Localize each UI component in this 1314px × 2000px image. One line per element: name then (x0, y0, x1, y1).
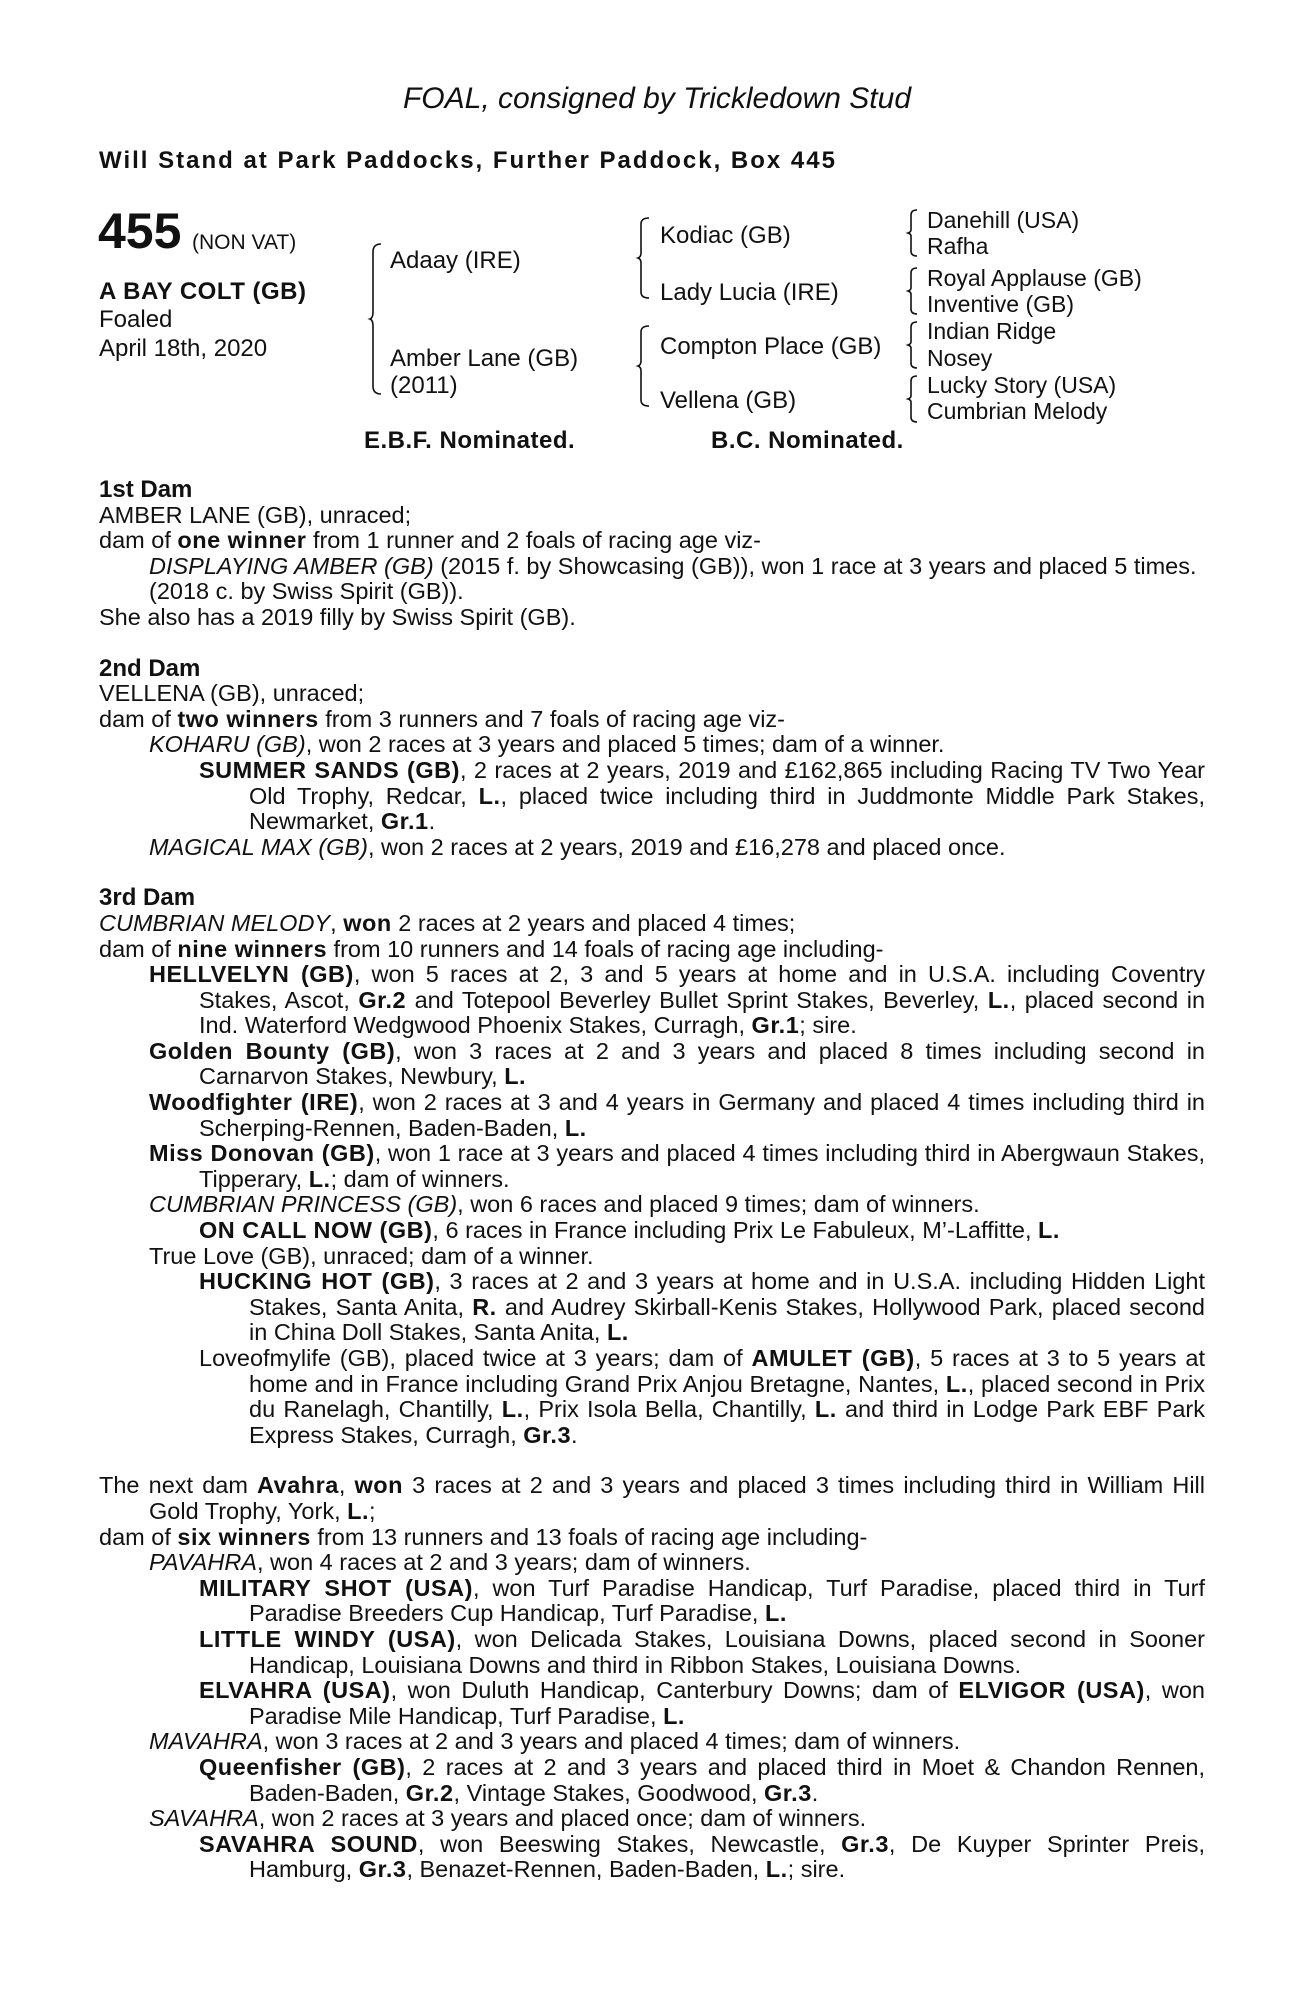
pedigree-ggp: Lucky Story (USA) (927, 372, 1117, 398)
second-dam-grand-progeny: SUMMER SANDS (GB), 2 races at 2 years, 2019 and £162,865 including Racing TV Two Year Old Trophy, Redcar, L., placed twice including third in Juddmonte Middle Park Stakes, Newmarket, Gr.1. (199, 756, 1205, 835)
pedigree-bracket-g1 (908, 210, 918, 256)
next-dam-grand-progeny: ELVAHRA (USA), won Duluth Handicap, Canterbury Downs; dam of ELVIGOR (USA), won Paradise Mile Handicap, Turf Paradise, L. (199, 1677, 1205, 1729)
pedigree-dam-year: (2011) (390, 372, 458, 399)
third-dam-progeny: Woodfighter (IRE), won 2 races at 3 and 4 years in Germany and placed 4 times including third in Scherping-Rennen, Baden-Baden, L. (149, 1089, 1205, 1141)
vat-status: (NON VAT) (192, 231, 297, 254)
lot-number: 455 (98, 203, 182, 259)
pedigree-sire-sire: Kodiac (GB) (660, 222, 791, 249)
next-dam-line: The next dam Avahra, won 3 races at 2 and 3 years and placed 3 times including third in William Hill Gold Trophy, York, L.; (99, 1472, 1205, 1524)
page-title: FOAL, consigned by Trickledown Stud (402, 82, 912, 115)
first-dam-line: AMBER LANE (GB), unraced; (99, 501, 412, 528)
pedigree-ggp: Inventive (GB) (927, 291, 1074, 317)
third-dam-produce-line: dam of nine winners from 10 runners and 14 foals of racing age including- (99, 935, 884, 962)
first-dam-progeny: DISPLAYING AMBER (GB) (2015 f. by Showcasing (GB)), won 1 race at 3 years and placed 5 times. (149, 552, 1197, 579)
pedigree-bracket-g3 (908, 322, 918, 368)
bc-nominated: B.C. Nominated. (711, 427, 904, 454)
third-dam-line: CUMBRIAN MELODY, won 2 races at 2 years and placed 4 times; (99, 909, 796, 936)
next-dam-grand-progeny: LITTLE WINDY (USA), won Delicada Stakes, Louisiana Downs, placed second in Sooner Handicap, Louisiana Downs and third in Ribbon Stakes, Louisiana Downs. (199, 1625, 1206, 1678)
pedigree-bracket-g2 (908, 268, 918, 314)
pedigree-sire-dam: Lady Lucia (IRE) (660, 279, 839, 306)
third-dam-grand-progeny: ON CALL NOW (GB), 6 races in France including Prix Le Fabuleux, M’-Laffitte, L. (199, 1217, 1060, 1244)
pedigree-dam-sire: Compton Place (GB) (660, 333, 882, 360)
next-dam-grand-progeny: SAVAHRA SOUND, won Beeswing Stakes, Newcastle, Gr.3, De Kuyper Sprinter Preis, Hamburg, Gr.3, Benazet-Rennen, Baden-Baden, L.; sire. (199, 1830, 1206, 1883)
pedigree-dam-dam: Vellena (GB) (660, 387, 797, 414)
second-dam-progeny: KOHARU (GB), won 2 races at 3 years and placed 5 times; dam of a winner. (149, 731, 945, 758)
ebf-nominated: E.B.F. Nominated. (364, 427, 576, 454)
third-dam-progeny: Golden Bounty (GB), won 3 races at 2 and 3 years and placed 8 times including second in Carnarvon Stakes, Newbury, L. (149, 1037, 1205, 1090)
third-dam-heading: 3rd Dam (99, 884, 196, 912)
next-dam-progeny: SAVAHRA, won 2 races at 3 years and placed once; dam of winners. (149, 1805, 867, 1832)
third-dam-progeny: Miss Donovan (GB), won 1 race at 3 years and placed 4 times including third in Abergwaun Stakes, Tipperary, L.; dam of winners. (149, 1140, 1205, 1192)
pedigree-sire: Adaay (IRE) (390, 247, 521, 274)
lot-description: A BAY COLT (GB) (99, 278, 307, 305)
second-dam-line: VELLENA (GB), unraced; (99, 680, 365, 707)
pedigree-bracket-sire-dam (370, 244, 382, 394)
second-dam-produce-line: dam of two winners from 3 runners and 7 foals of racing age viz- (99, 705, 785, 732)
pedigree-ggp: Nosey (927, 345, 993, 371)
third-dam-progeny: HELLVELYN (GB), won 5 races at 2, 3 and 5 years at home and in U.S.A. including Coventry Stakes, Ascot, Gr.2 and Totepool Beverley Bullet Sprint Stakes, Beverley, L., placed second in Ind. Waterford Wedgwood Phoenix Stakes, Curragh, Gr.1; sire. (149, 961, 1206, 1039)
first-dam-progeny: (2018 c. by Swiss Spirit (GB)). (149, 578, 464, 605)
stand-location: Will Stand at Park Paddocks, Further Paddock, Box 445 (99, 147, 837, 174)
pedigree-dam: Amber Lane (GB) (390, 345, 579, 372)
pedigree-bracket-g4 (908, 376, 918, 422)
third-dam-grand-progeny: Loveofmylife (GB), placed twice at 3 years; dam of AMULET (GB), 5 races at 3 to 5 years at home and in France including Grand Prix Anjou Bretagne, Nantes, L., placed second in Prix du Ranelagh, Chantilly, L., Prix Isola Bella, Chantilly, L. and third in Lodge Park EBF Park Express Stakes, Curragh, Gr.3. (199, 1345, 1205, 1448)
pedigree-ggp: Danehill (USA) (927, 207, 1080, 233)
pedigree-bracket-dam (638, 326, 650, 406)
first-dam-produce-line: dam of one winner from 1 runner and 2 foals of racing age viz- (99, 527, 761, 554)
next-dam-grand-progeny: Queenfisher (GB), 2 races at 2 and 3 years and placed third in Moet & Chandon Rennen, Baden-Baden, Gr.2, Vintage Stakes, Goodwood, Gr.3. (199, 1753, 1205, 1806)
third-dam-progeny: CUMBRIAN PRINCESS (GB), won 6 races and placed 9 times; dam of winners. (149, 1191, 980, 1218)
next-dam-progeny: PAVAHRA, won 4 races at 2 and 3 years; dam of winners. (149, 1549, 751, 1576)
pedigree-ggp: Cumbrian Melody (927, 398, 1108, 424)
pedigree-ggp: Royal Applause (GB) (927, 265, 1142, 291)
pedigree-ggp: Rafha (927, 233, 989, 259)
pedigree-bracket-sire (638, 218, 650, 298)
catalogue-body (99, 477, 1205, 1883)
first-dam-note: She also has a 2019 filly by Swiss Spirit (GB). (99, 603, 576, 630)
next-dam-grand-progeny: MILITARY SHOT (USA), won Turf Paradise Handicap, Turf Paradise, placed third in Turf Paradise Breeders Cup Handicap, Turf Paradise, L. (199, 1574, 1205, 1627)
second-dam-heading: 2nd Dam (99, 654, 201, 682)
next-dam-progeny: MAVAHRA, won 3 races at 2 and 3 years and placed 4 times; dam of winners. (149, 1728, 961, 1755)
second-dam-progeny: MAGICAL MAX (GB), won 2 races at 2 years, 2019 and £16,278 and placed once. (149, 833, 1006, 860)
next-dam-produce-line: dam of six winners from 13 runners and 13 foals of racing age including- (99, 1523, 868, 1550)
third-dam-grand-progeny: HUCKING HOT (GB), 3 races at 2 and 3 years at home and in U.S.A. including Hidden Light Stakes, Santa Anita, R. and Audrey Skirball-Kenis Stakes, Hollywood Park, placed second in China Doll Stakes, Santa Anita, L. (199, 1268, 1205, 1346)
first-dam-heading: 1st Dam (99, 476, 193, 503)
third-dam-progeny: True Love (GB), unraced; dam of a winner. (149, 1242, 594, 1269)
foaled-date: Foaled April 18th, 2020 (99, 306, 268, 362)
pedigree-ggp: Indian Ridge (927, 318, 1057, 344)
